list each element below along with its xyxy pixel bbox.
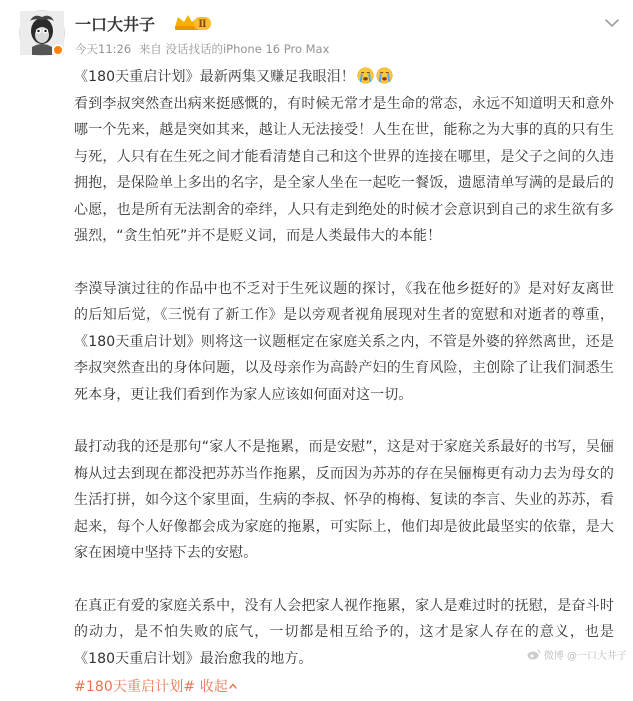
verified-badge-icon — [52, 44, 64, 56]
post-footer-links — [74, 674, 614, 701]
post-paragraph: 看到李叔突然查出病来挺感慨的，有时候无常才是生命的常态，永远不知道明天和意外哪一个先来，越是突如其来，越让人无法接受！人生在世，能称之为大事的真的只有生与死，人只有在生死之间才能看清楚自己和这个世界的连接在哪里，是父子之间的久违拥抱，是保险单上多出的名字，是全家人坐在一起吃一餐饭，遗愿清单写满的是最后的心愿，也是所有无法割舍的牵绊，人只有走到绝处的时候才会意识到自己的求生欲有多强烈，“贪生怕死”并不是贬义词，而是人类最伟大的本能！ — [74, 95, 614, 244]
post-header — [19, 10, 633, 66]
post-paragraph — [74, 64, 614, 91]
chevron-down-icon[interactable] — [601, 12, 623, 34]
vip-level: Ⅱ — [198, 19, 207, 30]
post-meta — [75, 41, 333, 57]
post-paragraph-text: 《180天重启计划》最新两集又赚足我眼泪！ — [74, 69, 355, 85]
collapse-button[interactable] — [200, 679, 238, 695]
post-source: 来自 没话找话的iPhone 16 Pro Max — [138, 42, 330, 56]
crying-face-icon — [357, 67, 374, 84]
post-paragraph: 在真正有爱的家庭关系中，没有人会把家人视作拖累，家人是难过时的抚慰，是奋斗时的动力，是不怕失败的底气，一切都是相互给予的，这才是家人存在的意义，也是《180天重启计划》最治愈我的地方。 — [74, 597, 614, 667]
vip-crown-icon[interactable] — [174, 14, 212, 31]
chevron-up-icon — [228, 681, 238, 691]
crying-face-icon — [376, 67, 393, 84]
collapse-label: 收起 — [199, 679, 228, 695]
author-name[interactable]: 一口大井子 — [75, 15, 156, 34]
post-paragraph: 李漠导演过往的作品中也不乏对于生死议题的探讨，《我在他乡挺好的》是对好友离世的后知后觉，《三悦有了新工作》是以旁观者视角展现对生者的宽慰和对逝者的尊重，《180天重启计划》则将这一议题框定在家庭关系之内，不管是外婆的猝然离世，还是李叔突然查出的身体问题，以及母亲作为高龄产妇的生育风险，主创除了让我们洞悉生死本身，更让我们看到作为家人应该如何面对这一切。 — [74, 280, 614, 403]
post-paragraph: 最打动我的还是那句“家人不是拖累，而是安慰”，这是对于家庭关系最好的书写，吴俪梅从过去到现在都没把苏苏当作拖累，反而因为苏苏的存在吴俪梅更有动力去为母女的生活打拼，如今这个家里面，生病的李叔、怀孕的梅梅、复读的李言、失业的苏苏，看起来，每个人好像都会成为家庭的拖累，可实际上，他们却是彼此最坚实的依靠，是大家在困境中坚持下去的安慰。 — [74, 439, 614, 561]
weibo-logo-icon — [527, 649, 541, 660]
paragraph-gap — [74, 567, 614, 593]
post-body — [74, 64, 614, 701]
hashtag-link[interactable]: #180天重启计划# — [74, 679, 196, 695]
paragraph-gap — [74, 408, 614, 434]
post-time[interactable]: 今天11:26 — [75, 42, 132, 56]
watermark — [527, 647, 627, 662]
paragraph-gap — [74, 250, 614, 276]
watermark-text: 微博 @一口大井子 — [543, 651, 627, 662]
